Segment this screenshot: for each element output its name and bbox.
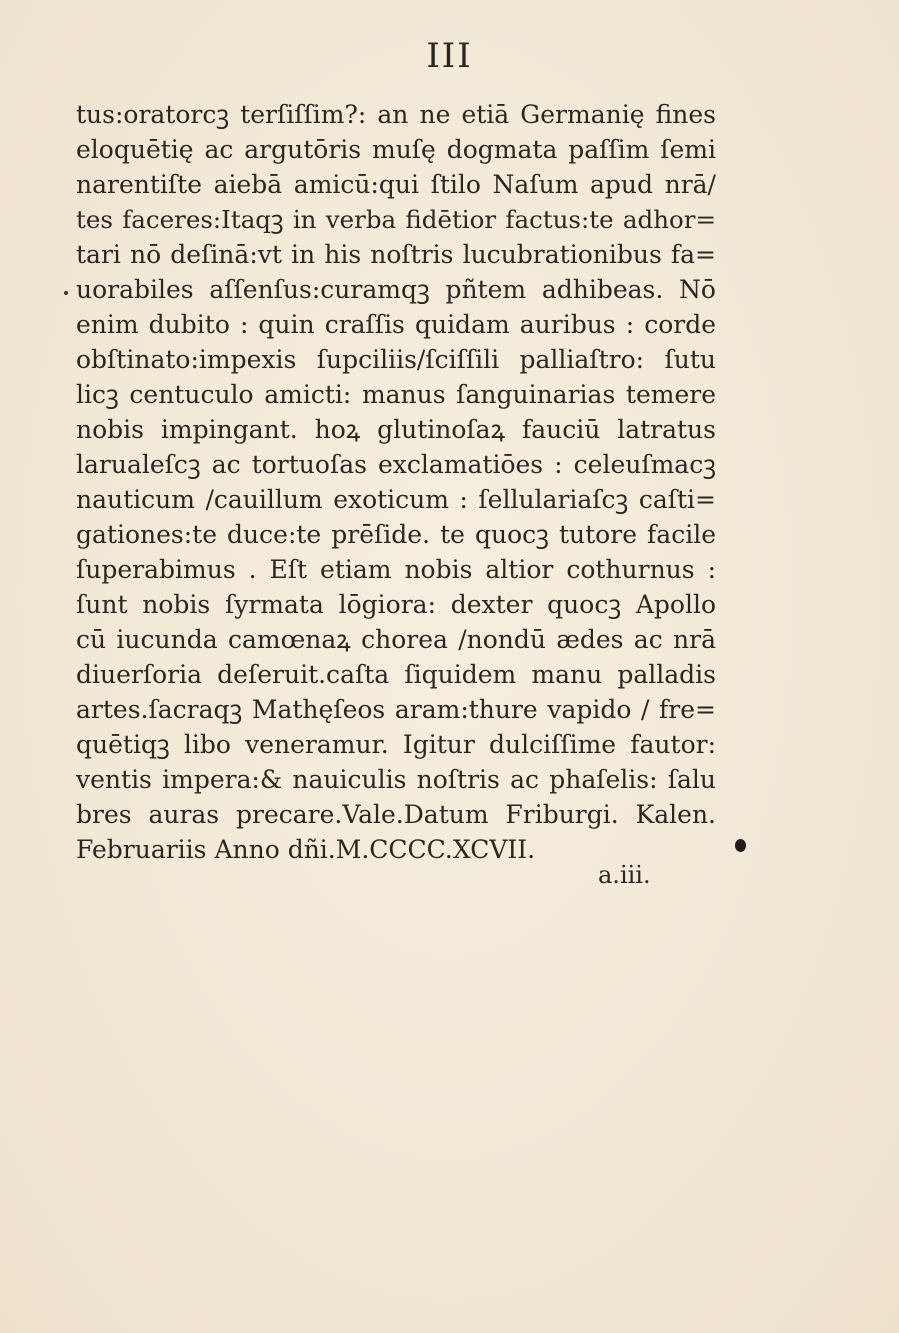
text-line: larualeſcꝫ ac tortuoſas exclamatiōes : celeuſmacꝫ — [76, 450, 716, 479]
text-line: ventis impera:& nauiculis noſtris ac phaſelis: ſalu — [76, 765, 716, 794]
text-line: tus:oratorcꝫ terſiſſim?: an ne etiā Germanię fines — [76, 100, 716, 129]
text-line: quētiqꝫ libo veneramur. Igitur dulciſſime fautor: — [76, 730, 716, 759]
text-line: obſtinato:impexis ſupciliis/ſciſſili palliaſtro: ſutu — [76, 345, 716, 374]
text-line: enim dubito : quin craſſis quidam auribus : corde — [76, 310, 716, 339]
text-block — [76, 97, 716, 867]
text-line: eloquētię ac argutōris muſę dogmata paſſim ſemi — [76, 135, 716, 164]
text-line: tes faceres:Itaqꝫ in verba fidētior factus:te adhor= — [76, 205, 716, 234]
text-line: nobis impingant. hoꝝ glutinoſaꝝ fauciū latratus — [76, 415, 716, 444]
signature-mark: a.iii. — [598, 861, 651, 889]
text-line: uorabiles aſſenſus:curamqꝫ pñtem adhibeas. Nō — [76, 275, 716, 304]
text-line: ſuperabimus . Eſt etiam nobis altior cothurnus : — [76, 555, 716, 584]
text-line-last: Februariis Anno dñi.M.CCCC.XCVII. — [76, 835, 536, 864]
text-line: artes.ſacraqꝫ Mathęſeos aram:thure vapido / fre= — [76, 695, 716, 724]
text-line: narentiſte aiebā amicū:qui ſtilo Naſum apud nrā/ — [76, 170, 716, 199]
text-line: diuerſoria deſeruit.caſta ſiquidem manu palladis — [76, 660, 716, 689]
text-line: nauticum /cauillum exoticum : ſellulariaſcꝫ caſti= — [76, 485, 716, 514]
text-line: ſunt nobis ſyrmata lōgiora: dexter quocꝫ Apollo — [76, 590, 716, 619]
text-line: tari nō deſinā:vt in his noſtris lucubrationibus fa= — [76, 240, 716, 269]
margin-mark — [64, 291, 68, 295]
text-line: cū iucunda camœnaꝝ chorea /nondū ædes ac nrā — [76, 625, 716, 654]
text-line: licꝫ centuculo amicti: manus ſanguinarias temere — [76, 380, 716, 409]
ink-spot — [735, 839, 746, 852]
text-line: gationes:te duce:te prēſide. te quocꝫ tutore facile — [76, 520, 716, 549]
text-line: bres auras precare.Vale.Datum Friburgi. Kalen. — [76, 800, 716, 829]
folio-number: III — [426, 36, 473, 76]
